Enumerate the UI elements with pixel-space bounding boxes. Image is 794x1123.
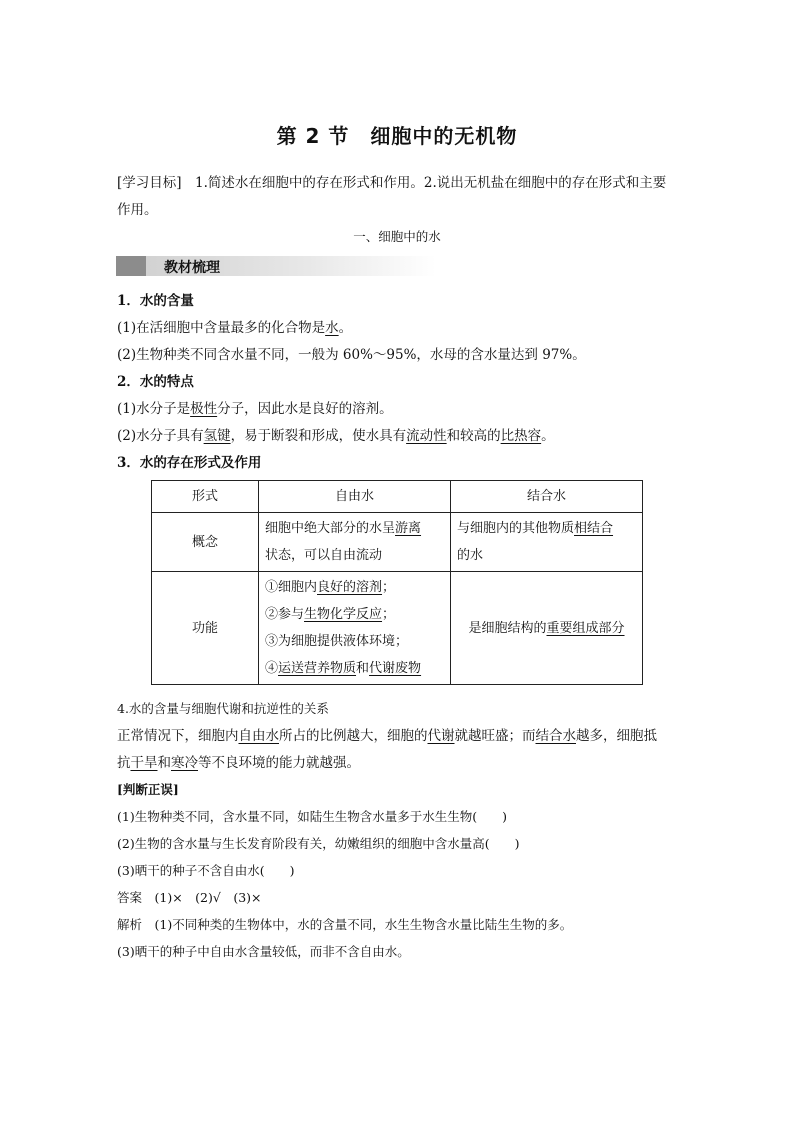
objectives-line-1: [学习目标] 1.简述水在细胞中的存在形式和作用。2.说出无机盐在细胞中的存在形式和主要 — [117, 175, 667, 191]
page-title: 第 2 节 细胞中的无机物 — [276, 124, 518, 148]
item4-line-1: 正常情况下，细胞内自由水所占的比例越大，细胞的代谢就越旺盛；而结合水越多，细胞抵 — [117, 728, 657, 744]
item4-line-2: 抗干旱和寒冷等不良环境的能力就越强。 — [117, 755, 360, 771]
header-free-water: 自由水 — [259, 481, 451, 513]
item2-paragraph-1: (1)水分子是极性分子，因此水是良好的溶剂。 — [117, 401, 393, 417]
table-row-concept — [152, 513, 643, 572]
item2-paragraph-2: (2)水分子具有氢键，易于断裂和形成，使水具有流动性和较高的比热容。 — [117, 428, 555, 444]
item1-heading: 1．水的含量 — [117, 293, 194, 309]
free-water-function: ①细胞内良好的溶剂； ②参与生物化学反应； ③为细胞提供液体环境； ④运送营养物质和代谢废物 — [259, 572, 451, 685]
item2-heading: 2．水的特点 — [117, 374, 194, 390]
row-label-function: 功能 — [152, 572, 259, 685]
judge-heading: [判断正误] — [117, 782, 179, 797]
judge-analysis-2: (3)晒干的种子中自由水含量较低，而非不含自由水。 — [117, 944, 410, 959]
bound-water-function: 是细胞结构的重要组成部分 — [451, 572, 643, 685]
free-water-concept: 细胞中绝大部分的水呈游离 状态，可以自由流动 — [259, 513, 451, 572]
judge-analysis-1: 解析 (1)不同种类的生物体中，水的含量不同，水生生物含水量比陆生生物的多。 — [117, 917, 573, 932]
item3-heading: 3．水的存在形式及作用 — [117, 455, 262, 471]
item1-paragraph-2: (2)生物种类不同含水量不同，一般为 60%～95%，水母的含水量达到 97%。 — [117, 347, 586, 363]
judge-question-2: (2)生物的含水量与生长发育阶段有关，幼嫩组织的细胞中含水量高( ) — [117, 836, 520, 851]
judge-question-3: (3)晒干的种子不含自由水( ) — [117, 863, 295, 878]
section-banner — [116, 256, 436, 276]
banner-label: 教材梳理 — [164, 260, 220, 276]
item4-heading: 4.水的含量与细胞代谢和抗逆性的关系 — [117, 701, 329, 716]
judge-question-1: (1)生物种类不同，含水量不同，如陆生生物含水量多于水生生物( ) — [117, 809, 507, 824]
table-header-row — [152, 481, 643, 513]
header-bound-water: 结合水 — [451, 481, 643, 513]
table-row-function — [152, 572, 643, 685]
row-label-concept: 概念 — [152, 513, 259, 572]
water-forms-table — [151, 480, 643, 685]
header-form: 形式 — [152, 481, 259, 513]
objectives-line-2: 作用。 — [117, 202, 158, 218]
learning-objectives — [117, 174, 666, 192]
judge-answer: 答案 (1)× (2)√ (3)× — [117, 890, 262, 905]
item1-paragraph-1: (1)在活细胞中含量最多的化合物是水。 — [117, 320, 353, 336]
bound-water-concept: 与细胞内的其他物质相结合 的水 — [451, 513, 643, 572]
section-heading: 一、细胞中的水 — [353, 229, 441, 244]
